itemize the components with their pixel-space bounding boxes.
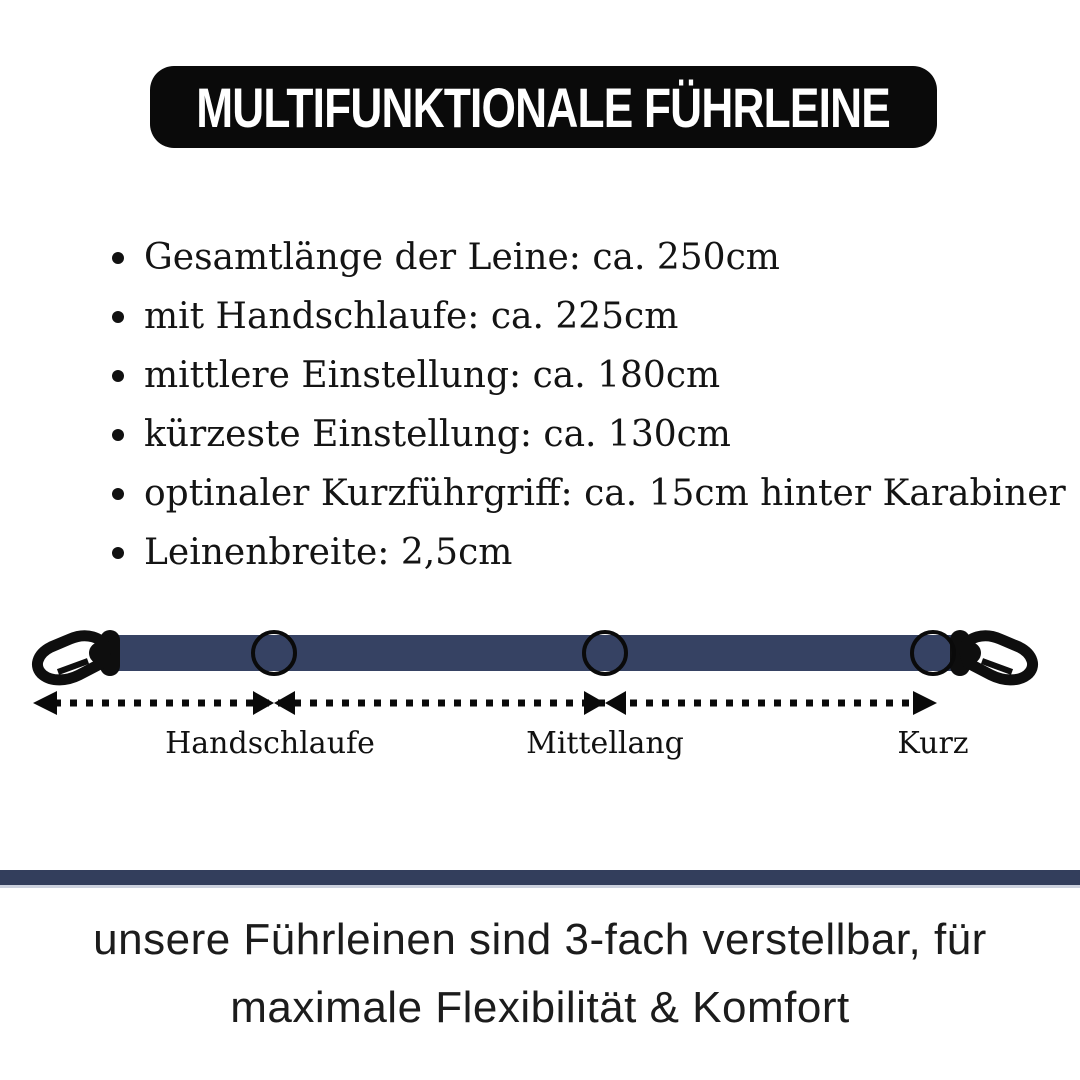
- segment-label-handschlaufe: Handschlaufe: [165, 726, 375, 761]
- spec-list: [108, 228, 1066, 582]
- footer-line-2: maximale Flexibilität & Komfort: [230, 983, 850, 1032]
- spec-item: mit Handschlaufe: ca. 225cm: [108, 287, 1066, 346]
- measure-arrow-right: [913, 691, 937, 715]
- footer-line-1: unsere Führleinen sind 3-fach verstellbar, für: [93, 915, 987, 964]
- spec-item: mittlere Einstellung: ca. 180cm: [108, 346, 1066, 405]
- spec-item: optinaler Kurzführgriff: ca. 15cm hinter Karabiner: [108, 464, 1066, 523]
- title-badge: [150, 66, 937, 148]
- divider-accent-line: [0, 885, 1080, 888]
- spec-item: Leinenbreite: 2,5cm: [108, 523, 1066, 582]
- measure-arrow-left: [33, 691, 57, 715]
- spec-item: kürzeste Einstellung: ca. 130cm: [108, 405, 1066, 464]
- segment-label-kurz: Kurz: [897, 726, 969, 761]
- footer-text: [0, 906, 1080, 1042]
- measure-arrow-junction1-right: [253, 691, 274, 715]
- measure-arrow-junction1-left: [274, 691, 295, 715]
- page-title: MULTIFUNKTIONALE FÜHRLEINE: [196, 75, 891, 139]
- leash-strap: [112, 635, 955, 671]
- spec-item: Gesamtlänge der Leine: ca. 250cm: [108, 228, 1066, 287]
- segment-label-mittellang: Mittellang: [526, 726, 684, 761]
- divider-bar: [0, 870, 1080, 885]
- measure-arrow-junction2-right: [584, 691, 605, 715]
- measure-arrow-junction2-left: [605, 691, 626, 715]
